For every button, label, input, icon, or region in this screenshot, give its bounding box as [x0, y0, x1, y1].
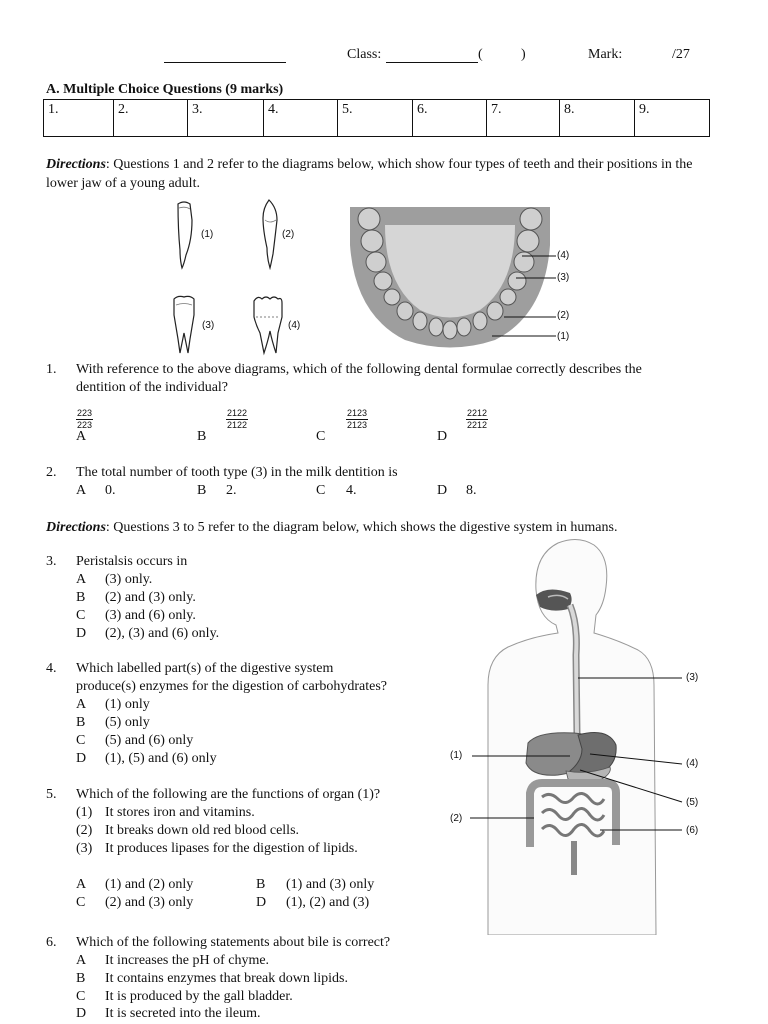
q1-option-d-letter[interactable]: D — [437, 429, 448, 444]
q3-option-a-text[interactable]: (3) only. — [105, 572, 153, 587]
q4-option-c-text[interactable]: (5) and (6) only — [105, 733, 194, 748]
digestive-label-3: (3) — [686, 672, 699, 683]
q4-option-b-letter[interactable]: B — [76, 715, 86, 730]
tooth-1-diagram — [170, 200, 200, 270]
q6-option-a-letter[interactable]: A — [76, 953, 87, 968]
q1-option-c-letter[interactable]: C — [316, 429, 326, 444]
answer-box-2[interactable]: 2. — [114, 100, 188, 137]
q5-option-d-letter[interactable]: D — [256, 895, 267, 910]
jaw-label-2: (2) — [557, 310, 570, 321]
q2-option-c-text[interactable]: 4. — [346, 483, 357, 498]
q4-option-b-text[interactable]: (5) only — [105, 715, 150, 730]
q1-number: 1. — [46, 362, 57, 377]
q2-option-a-text[interactable]: 0. — [105, 483, 116, 498]
tooth-label-3: (3) — [202, 320, 215, 331]
q1-option-d-den: 2212 — [467, 420, 488, 430]
answer-box-7[interactable]: 7. — [487, 100, 560, 137]
q5-option-b-text[interactable]: (1) and (3) only — [286, 877, 375, 892]
q3-number: 3. — [46, 554, 57, 569]
q1-option-b-formula[interactable] — [226, 408, 248, 431]
q5-statement-3-text: It produces lipases for the digestion of lipids. — [105, 841, 358, 856]
tooth-label-2: (2) — [282, 229, 295, 240]
q2-option-d-letter[interactable]: D — [437, 483, 448, 498]
class-label: Class: — [347, 47, 382, 62]
q3-option-d-text[interactable]: (2), (3) and (6) only. — [105, 626, 220, 641]
digestive-leader-lines — [460, 670, 690, 840]
class-number-close-paren: ) — [521, 47, 526, 62]
q2-number: 2. — [46, 465, 57, 480]
q5-statement-2-text: It breaks down old red blood cells. — [105, 823, 300, 838]
q1-option-d-formula[interactable] — [466, 408, 488, 431]
answer-grid — [43, 99, 710, 137]
tooth-label-4: (4) — [288, 320, 301, 331]
jaw-label-4: (4) — [557, 250, 570, 261]
q6-number: 6. — [46, 935, 57, 950]
q4-text-line2: produce(s) enzymes for the digestion of carbohydrates? — [76, 679, 387, 694]
mark-label: Mark: — [588, 47, 623, 62]
q3-option-c-letter[interactable]: C — [76, 608, 86, 623]
tooth-3-diagram — [168, 293, 200, 357]
q6-option-d-letter[interactable]: D — [76, 1006, 87, 1021]
answer-box-9[interactable]: 9. — [635, 100, 710, 137]
q2-option-c-letter[interactable]: C — [316, 483, 326, 498]
directions-label: Directions — [46, 157, 106, 172]
q1-option-b-letter[interactable]: B — [197, 429, 207, 444]
jaw-label-3: (3) — [557, 272, 570, 283]
q2-option-d-text[interactable]: 8. — [466, 483, 477, 498]
tooth-4-diagram — [250, 293, 286, 357]
directions-2-label: Directions — [46, 520, 106, 535]
q1-option-a-formula[interactable] — [76, 408, 93, 431]
q6-option-c-letter[interactable]: C — [76, 989, 86, 1004]
answer-box-8[interactable]: 8. — [560, 100, 635, 137]
directions-2-text: : Questions 3 to 5 refer to the diagram below, which shows the digestive system in humans. — [105, 520, 618, 535]
class-blank-line[interactable] — [386, 62, 478, 63]
q6-option-d-text[interactable]: It is secreted into the ileum. — [105, 1006, 261, 1021]
digestive-label-4: (4) — [686, 758, 699, 769]
q6-option-a-text[interactable]: It increases the pH of chyme. — [105, 953, 270, 968]
q3-option-d-letter[interactable]: D — [76, 626, 87, 641]
q2-text: The total number of tooth type (3) in the milk dentition is — [76, 465, 398, 480]
q3-text: Peristalsis occurs in — [76, 554, 188, 569]
q4-number: 4. — [46, 661, 57, 676]
q5-option-b-letter[interactable]: B — [256, 877, 266, 892]
q6-option-c-text[interactable]: It is produced by the gall bladder. — [105, 989, 293, 1004]
jaw-label-1: (1) — [557, 331, 570, 342]
q3-option-b-letter[interactable]: B — [76, 590, 86, 605]
q5-option-c-letter[interactable]: C — [76, 895, 86, 910]
answer-box-4[interactable]: 4. — [264, 100, 338, 137]
q2-option-b-text[interactable]: 2. — [226, 483, 237, 498]
q6-text: Which of the following statements about bile is correct? — [76, 935, 391, 950]
q4-option-d-text[interactable]: (1), (5) and (6) only — [105, 751, 217, 766]
section-a-title: A. Multiple Choice Questions (9 marks) — [46, 82, 284, 97]
q1-option-a-num: 223 — [77, 408, 93, 418]
q1-option-a-letter[interactable]: A — [76, 429, 87, 444]
q3-option-b-text[interactable]: (2) and (3) only. — [105, 590, 196, 605]
q1-option-b-den: 2122 — [227, 420, 248, 430]
digestive-label-5: (5) — [686, 797, 699, 808]
q1-option-c-den: 2123 — [347, 420, 368, 430]
q4-option-a-letter[interactable]: A — [76, 697, 87, 712]
q5-text: Which of the following are the functions of organ (1)? — [76, 787, 381, 802]
q5-statement-1-num: (1) — [76, 805, 93, 820]
digestive-label-6: (6) — [686, 825, 699, 836]
q4-option-c-letter[interactable]: C — [76, 733, 86, 748]
class-number-open-paren: ( — [478, 47, 483, 62]
directions-text: : Questions 1 and 2 refer to the diagrams below, which show four types of teeth and their positions in the lower jaw of a young adult. — [46, 157, 693, 191]
q6-option-b-text[interactable]: It contains enzymes that break down lipids. — [105, 971, 348, 986]
q2-option-a-letter[interactable]: A — [76, 483, 87, 498]
answer-box-5[interactable]: 5. — [338, 100, 413, 137]
q6-option-b-letter[interactable]: B — [76, 971, 86, 986]
q1-option-d-num: 2212 — [467, 408, 488, 418]
q4-text-line1: Which labelled part(s) of the digestive system — [76, 661, 334, 676]
answer-box-6[interactable]: 6. — [413, 100, 487, 137]
q5-option-d-text[interactable]: (1), (2) and (3) — [286, 895, 370, 910]
name-blank-line[interactable] — [164, 62, 286, 63]
q1-option-a-den: 223 — [77, 420, 93, 430]
tooth-2-diagram — [255, 198, 285, 270]
q3-option-c-text[interactable]: (3) and (6) only. — [105, 608, 196, 623]
directions-teeth — [46, 155, 708, 193]
digestive-label-2: (2) — [450, 813, 463, 824]
q5-statement-1-text: It stores iron and vitamins. — [105, 805, 255, 820]
q5-option-a-text[interactable]: (1) and (2) only — [105, 877, 194, 892]
q4-option-a-text[interactable]: (1) only — [105, 697, 150, 712]
q1-option-c-num: 2123 — [347, 408, 368, 418]
mark-total: /27 — [672, 47, 690, 62]
q2-option-b-letter[interactable]: B — [197, 483, 207, 498]
q5-option-a-letter[interactable]: A — [76, 877, 87, 892]
q5-statement-2-num: (2) — [76, 823, 93, 838]
q3-option-a-letter[interactable]: A — [76, 572, 87, 587]
q5-option-c-text[interactable]: (2) and (3) only — [105, 895, 194, 910]
q5-statement-3-num: (3) — [76, 841, 93, 856]
q1-option-b-num: 2122 — [227, 408, 248, 418]
q1-text-line2: dentition of the individual? — [76, 380, 229, 395]
q1-text-line1: With reference to the above diagrams, which of the following dental formulae correctly describes the — [76, 362, 642, 377]
q4-option-d-letter[interactable]: D — [76, 751, 87, 766]
answer-box-1[interactable]: 1. — [44, 100, 114, 137]
jaw-leader-lines — [490, 250, 560, 345]
digestive-label-1: (1) — [450, 750, 463, 761]
q5-number: 5. — [46, 787, 57, 802]
tooth-label-1: (1) — [201, 229, 214, 240]
q1-option-c-formula[interactable] — [346, 408, 368, 431]
answer-box-3[interactable]: 3. — [188, 100, 264, 137]
